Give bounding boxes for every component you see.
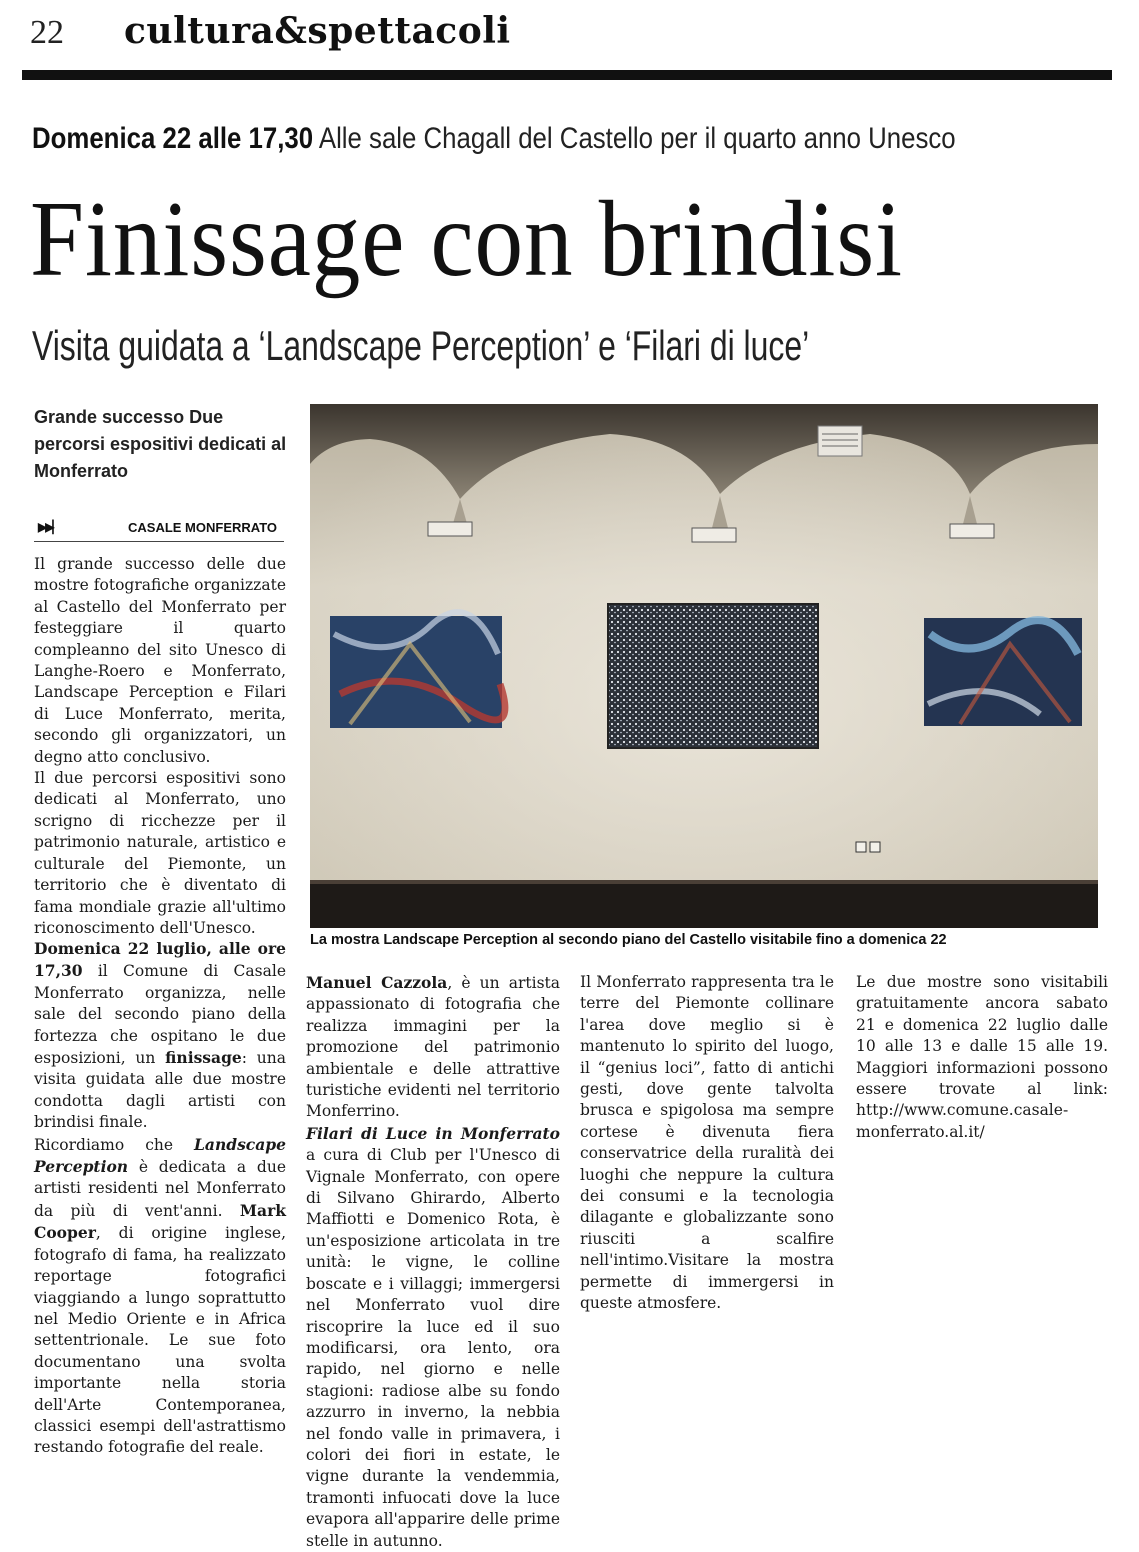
paragraph-5 — [306, 972, 560, 1123]
dateline-city: CASALE MONFERRATO — [128, 520, 278, 535]
gallery-illustration — [310, 404, 1098, 928]
event-date: Domenica 22 luglio, alle ore 17,30 — [34, 939, 286, 981]
paragraph-6 — [306, 1123, 560, 1552]
paragraph-4-text-b: è dedicata a due artisti residenti nel Monferrato da più di vent'anni. — [34, 1158, 286, 1220]
body-column-3 — [580, 972, 834, 1315]
section-title: cultura&spettacoli — [124, 10, 511, 52]
paragraph-1: Il grande successo delle due mostre fotografiche organizzate al Castello del Monferrato per festeggiare il quarto compleanno del sito Unesco di Langhe-Roero e Monferrato, Landscape Perception e Filari di Luce Monferrato, merita, secondo gli organizzatori, un degno atto conclusivo. — [34, 555, 286, 766]
kicker-text: Alle sale Chagall del Castello per il quarto anno Unesco — [318, 122, 956, 155]
kicker — [32, 122, 969, 156]
artist-manuel-cazzola: Manuel Cazzola — [306, 973, 448, 992]
headline: Finissage con brindisi — [30, 180, 903, 299]
exhibition-name-filari: Filari di Luce in Monferrato — [306, 1123, 560, 1143]
finissage-term: finissage — [165, 1048, 242, 1068]
paragraph-3-text-a: il Comune di Casale Monferrato organizza, nelle sale del secondo piano della fortezza che ospitano le due esposizioni, un — [34, 962, 286, 1068]
kicker-date: Domenica 22 alle 17,30 — [32, 122, 314, 155]
fast-forward-icon: ▶▶▏ — [38, 520, 60, 534]
body-column-2 — [306, 972, 560, 1550]
paragraph-4-text-a: Ricordiamo che — [34, 1135, 195, 1154]
paragraph-4 — [34, 1134, 286, 1459]
page-number: 22 — [30, 14, 64, 51]
paragraph-5-text: , è un artista appassionato di fotografia che realizza immagini per la promozione del patrimonio ambientale e delle attrattive turistiche evidenti nel territorio Monferrino. — [306, 974, 560, 1121]
lead-summary: Grande successo Due percorsi espositivi dedicati al Monferrato — [34, 407, 287, 481]
paragraph-4-text-c: , di origine inglese, fotografo di fama, ha realizzato reportage fotografici viaggiando a lungo soprattutto nel Medio Oriente e in Africa settentrionale. Le sue foto documentano una svolta importante nella storia dell'Arte Contemporanea, classici esempi dell'astrattismo restando fotografie del reale. — [34, 1224, 286, 1457]
paragraph-6-text: a cura di Club per l'Unesco di Vignale Monferrato, con opere di Silvano Ghirardo, Alberto Maffiotti e Domenico Rota, è un'esposizione articolata in tre unità: le vigne, le colline boscate e i villaggi; immergersi nel Monferrato vuol dire riscoprire la luce ed il suo modificarsi, ora lento, ora rapido, nel giorno e nelle stagioni: radiose albe su fondo azzurro in inverno, la nebbia nel fondo valle in primavera, i colori dei fiori in estate, le vigne durante la vendemmia, tramonti infuocati dove la luce evapora all'apparire delle prime stelle in autunno. — [306, 1146, 560, 1550]
exhibition-name-landscape: Landscape Perception — [34, 1134, 286, 1177]
body-column-1-continued — [34, 938, 286, 1459]
dateline — [34, 517, 284, 542]
exhibition-photo — [310, 404, 1098, 928]
paragraph-3 — [34, 938, 286, 1134]
subheadline: Visita guidata a ‘Landscape Perception’ e ‘Filari di luce’ — [32, 322, 810, 369]
body-column-4 — [856, 972, 1108, 1143]
header-rule — [22, 70, 1112, 80]
artist-mark-cooper: Mark Cooper — [34, 1200, 286, 1243]
body-column-1 — [34, 554, 286, 939]
photo-caption: La mostra Landscape Perception al secondo piano del Castello visitabile fino a domenica 22 — [310, 932, 947, 948]
paragraph-7: Il Monferrato rappresenta tra le terre del Piemonte collinare l'area dove meglio si è mantenuto lo spirito del luogo, il “genius loci”, fatto di antichi gesti, dove gente talvolta brusca e spigolosa ma sempre cortese è divenuta fiera conservatrice della ruralità dei luoghi che neppure la cultura dei consumi e la tecnologia dilagante e globalizzante sono riusciti a scalfire nell'intimo.Visitare la mostra permette di immergersi in queste atmosfere. — [580, 973, 834, 1313]
paragraph-8: Le due mostre sono visitabili gratuitamente ancora sabato 21 e domenica 22 luglio dalle 10 alle 13 e dalle 15 alle 19. Maggiori informazioni possono essere trovate al link: http://www.comune.casale-monferrato.al.it/ — [856, 973, 1108, 1141]
paragraph-3-text-b: : una visita guidata alle due mostre condotta dagli artisti con brindisi finale. — [34, 1049, 286, 1132]
paragraph-2: Il due percorsi espositivi sono dedicati al Monferrato, uno scrigno di ricchezze per il patrimonio naturale, artistico e culturale del Piemonte, un territorio che è diventato di fama mondiale grazie all'ultimo riconoscimento dell'Unesco. — [34, 769, 286, 937]
